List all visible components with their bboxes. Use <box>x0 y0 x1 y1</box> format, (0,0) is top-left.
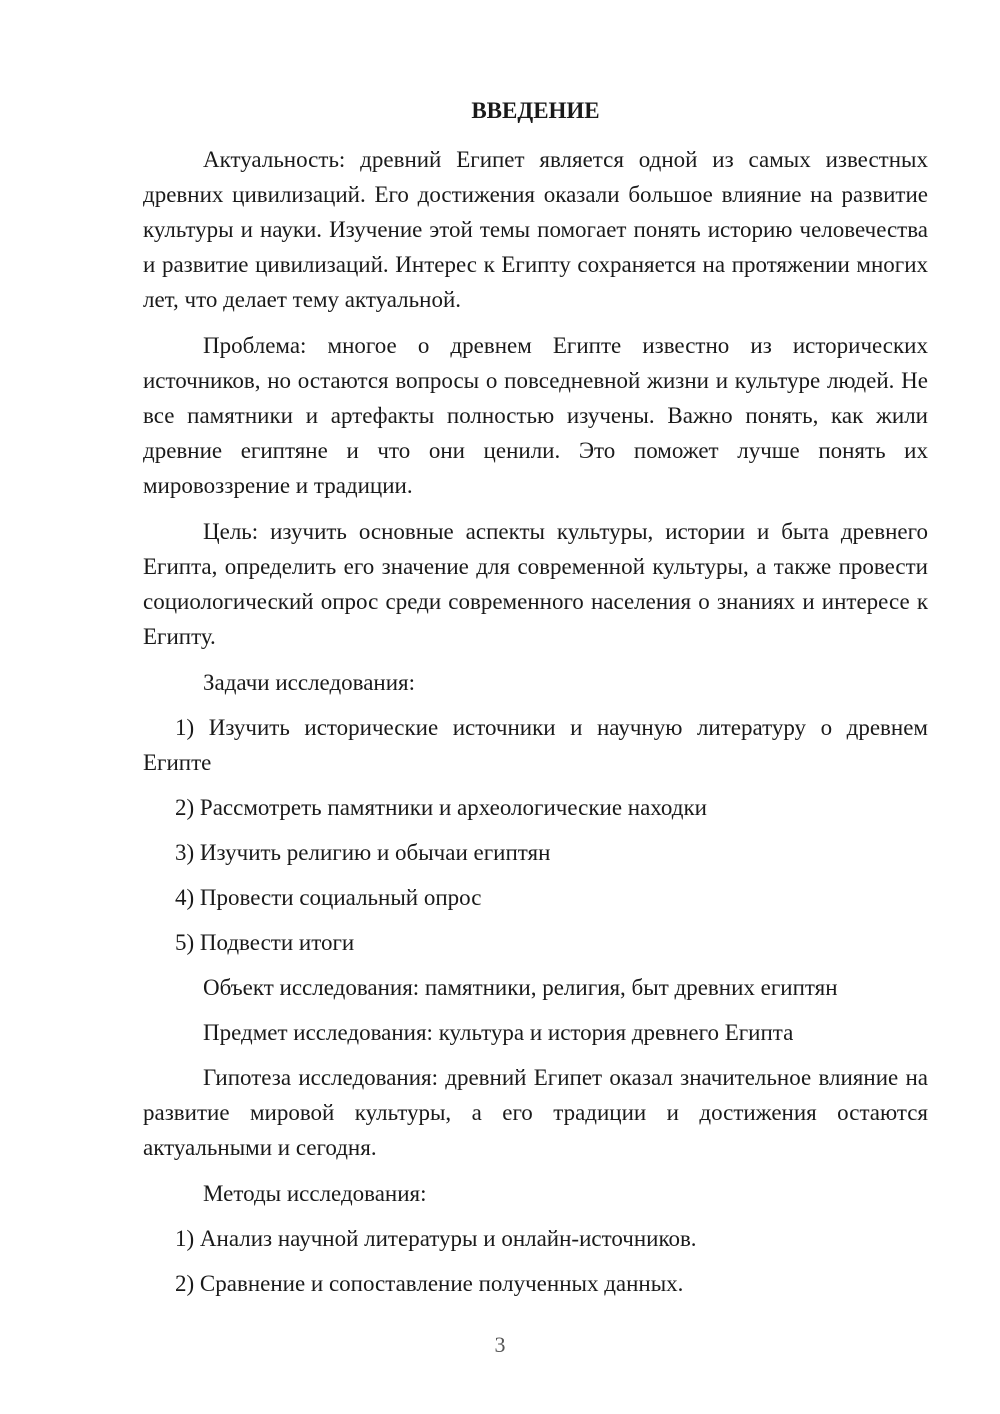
tasks-list <box>143 710 928 960</box>
paragraph-goal: Цель: изучить основные аспекты культуры, истории и быта древнего Египта, определить его значение для современной культуры, а также провести социологический опрос среди современного населения о знаниях и интересе к Египту. <box>143 519 928 649</box>
task-item: 3) Изучить религию и обычаи египтян <box>175 840 551 865</box>
tasks-heading: Задачи исследования: <box>203 670 416 695</box>
paragraph-problem: Проблема: многое о древнем Египте известно из исторических источников, но остаются вопросы о повседневной жизни и культуре людей. Не все памятники и артефакты полностью изучены. Важно понять, как жили древние египтяне и что они ценили. Это поможет лучше понять их мировоззрение и традиции. <box>143 333 928 498</box>
task-item: 4) Провести социальный опрос <box>175 885 482 910</box>
document-page <box>143 94 928 1311</box>
section-title: ВВЕДЕНИЕ <box>471 98 600 123</box>
method-item: 1) Анализ научной литературы и онлайн-источников. <box>175 1226 697 1251</box>
task-item: 5) Подвести итоги <box>175 930 355 955</box>
task-item: 1) Изучить исторические источники и научную литературу о древнем Египте <box>143 715 928 775</box>
paragraph-relevance: Актуальность: древний Египет является одной из самых известных древних цивилизаций. Его достижения оказали большое влияние на развитие культуры и науки. Изучение этой темы помогает понять историю человечества и развитие цивилизаций. Интерес к Египту сохраняется на протяжении многих лет, что делает тему актуальной. <box>143 147 928 312</box>
method-item: 2) Сравнение и сопоставление полученных данных. <box>175 1271 684 1296</box>
paragraph-hypothesis: Гипотеза исследования: древний Египет оказал значительное влияние на развитие мировой культуры, а его традиции и достижения остаются актуальными и сегодня. <box>143 1065 928 1160</box>
research-object: Объект исследования: памятники, религия, быт древних египтян <box>203 975 838 1000</box>
page-number: 3 <box>494 1332 506 1357</box>
research-subject: Предмет исследования: культура и история древнего Египта <box>203 1020 794 1045</box>
methods-list <box>143 1221 928 1301</box>
task-item: 2) Рассмотреть памятники и археологические находки <box>175 795 707 820</box>
methods-heading: Методы исследования: <box>203 1181 427 1206</box>
